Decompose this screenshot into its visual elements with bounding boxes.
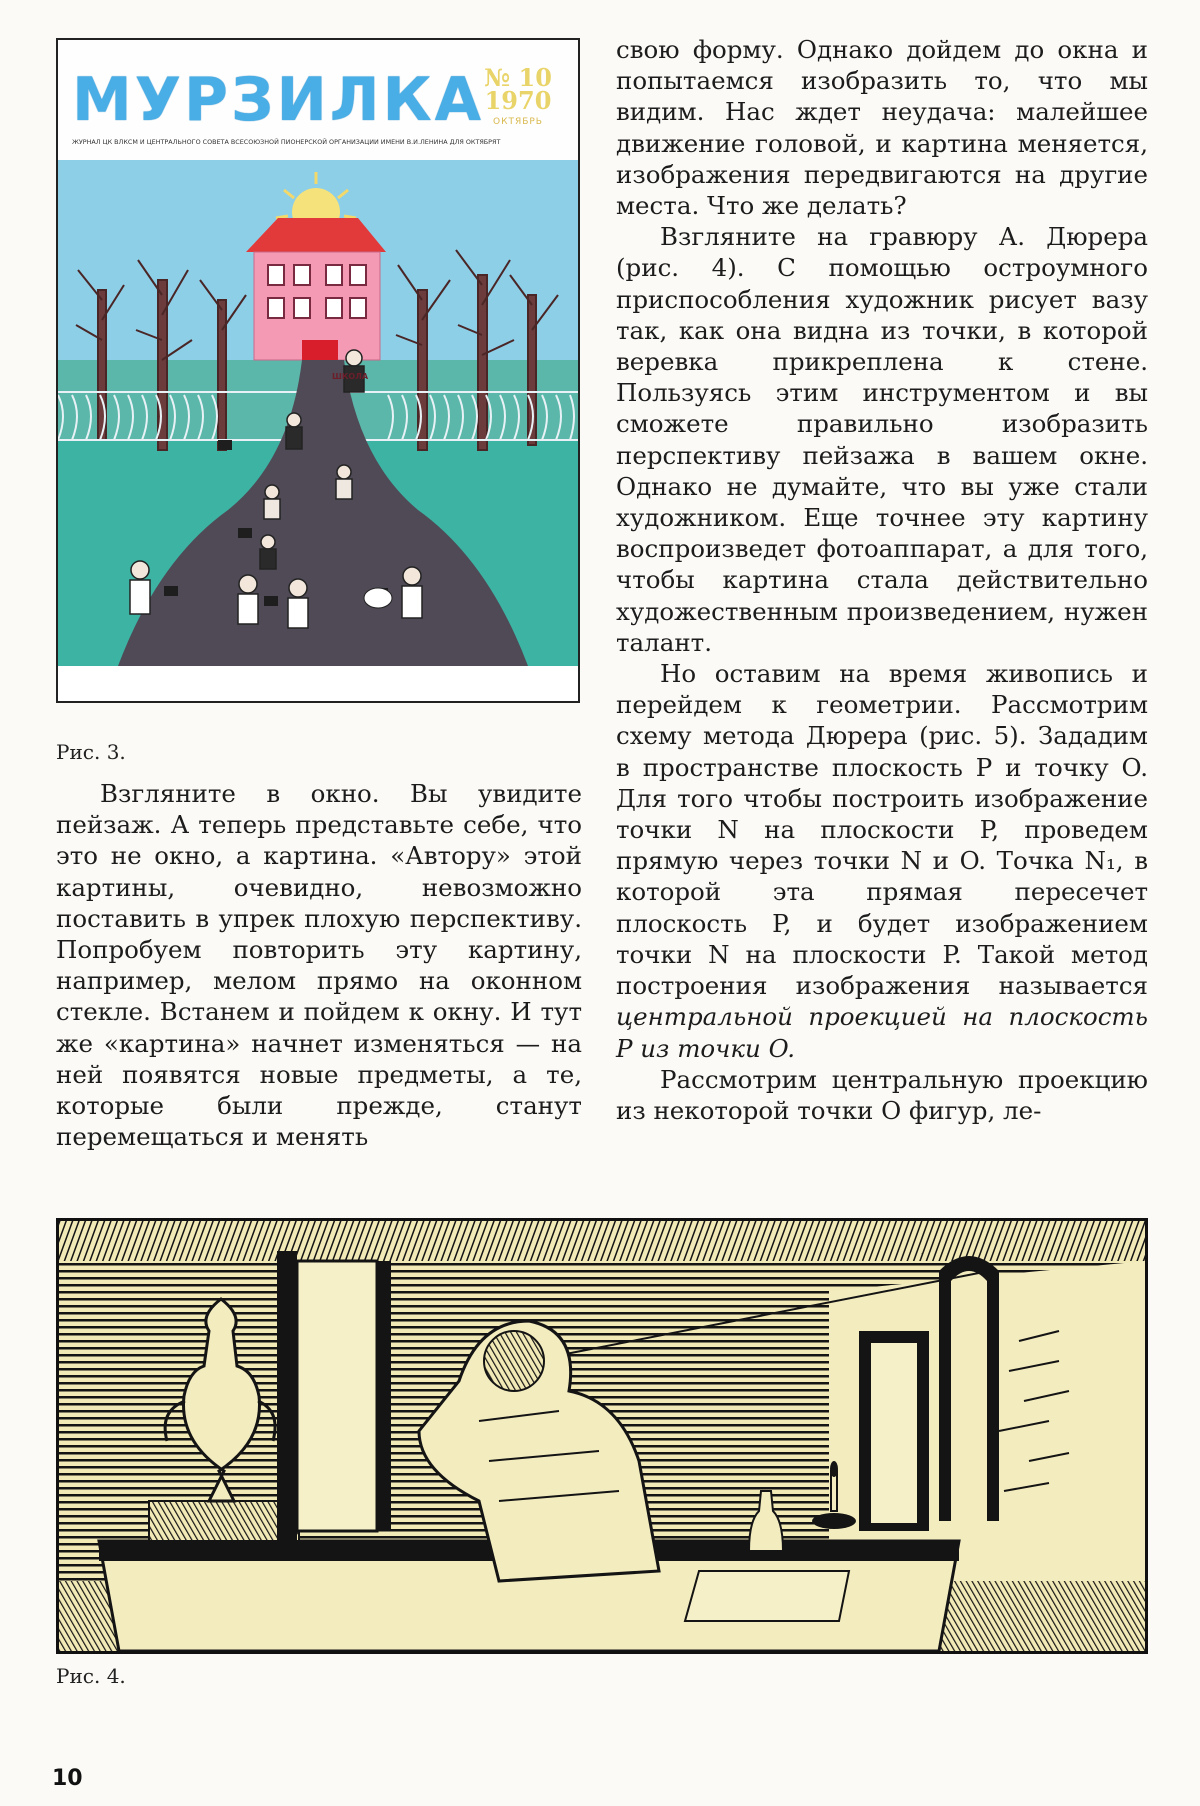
- cover-issue-number: [468, 63, 568, 115]
- cover-issue-number-text: № 10: [484, 63, 552, 92]
- figure-4-durer-engraving: [56, 1218, 1148, 1654]
- right-paragraph-1: свою форму. Однако дойдем до окна и попытаемся изобразить то, что мы видим. Нас ждет неудача: малейшее движение головой, и картина меняется, изображения передвигаются на другие места. Что же делать?: [616, 35, 1148, 221]
- figure-3-caption: Рис. 3.: [56, 740, 126, 764]
- figure-4-caption: Рис. 4.: [56, 1664, 126, 1688]
- cover-month: ОКТЯБРЬ: [492, 117, 543, 127]
- right-paragraph-3-text: Но оставим на время живопись и перейдем к геометрии. Рассмотрим схему метода Дюрера (рис. 5). Зададим в пространстве плоскость P и точку O. Для того чтобы построить изображение точки N на плоскости P, проведем прямую через точки N и O. Точка N₁, в которой эта прямая пересечет плоскость P, и будет изображением точки N на плоскости P. Такой метод построения изображения называется: [616, 659, 1148, 1001]
- right-paragraph-2: Взгляните на гравюру А. Дюрера (рис. 4). С помощью остроумного приспособления художник рисует вазу так, как она видна из точки, в которой веревка прикреплена к стене. Пользуясь этим инструментом и вы сможете правильно изобразить перспективу пейзажа в вашем окне. Однако не думайте, что вы уже стали художником. Еще точнее эту картину воспроизведет фотоаппарат, а для того, чтобы картина стала действительно художественным произведением, нужен талант.: [616, 222, 1148, 657]
- page-number: 10: [52, 1766, 83, 1791]
- right-paragraph-4: Рассмотрим центральную проекцию из некоторой точки O фигур, ле-: [616, 1064, 1148, 1125]
- right-paragraph-3: [616, 658, 1148, 1064]
- cover-subtitle: ЖУРНАЛ ЦК ВЛКСМ И ЦЕНТРАЛЬНОГО СОВЕТА ВСЕСОЮЗНОЙ ПИОНЕРСКОЙ ОРГАНИЗАЦИИ ИМЕНИ В.И.ЛЕНИНА ДЛЯ ОКТЯБРЯТ: [72, 138, 501, 146]
- left-column-text: [56, 778, 582, 1152]
- school-sign: ШКОЛА: [331, 372, 369, 381]
- engraving-illustration: [59, 1221, 1145, 1651]
- cover-title: МУРЗИЛКА: [72, 65, 485, 135]
- left-paragraph-1: Взгляните в окно. Вы увидите пейзаж. А теперь представьте себе, что это не окно, а картина. «Автору» этой картины, очевидно, невозможно поставить в упрек плохую перспективу. Попробуем повторить эту картину, например, мелом прямо на оконном стекле. Встанем и пойдем к окну. И тут же «картина» начнет изменяться — на ней появятся новые предметы, а те, которые были прежде, станут перемещаться и менять: [56, 779, 582, 1152]
- right-column-text: [616, 34, 1148, 1126]
- figure-3-magazine-cover: [56, 38, 580, 703]
- cover-year: 1970: [484, 86, 552, 115]
- central-projection-term: центральной проекцией на плоскость P из точки O.: [616, 1002, 1148, 1063]
